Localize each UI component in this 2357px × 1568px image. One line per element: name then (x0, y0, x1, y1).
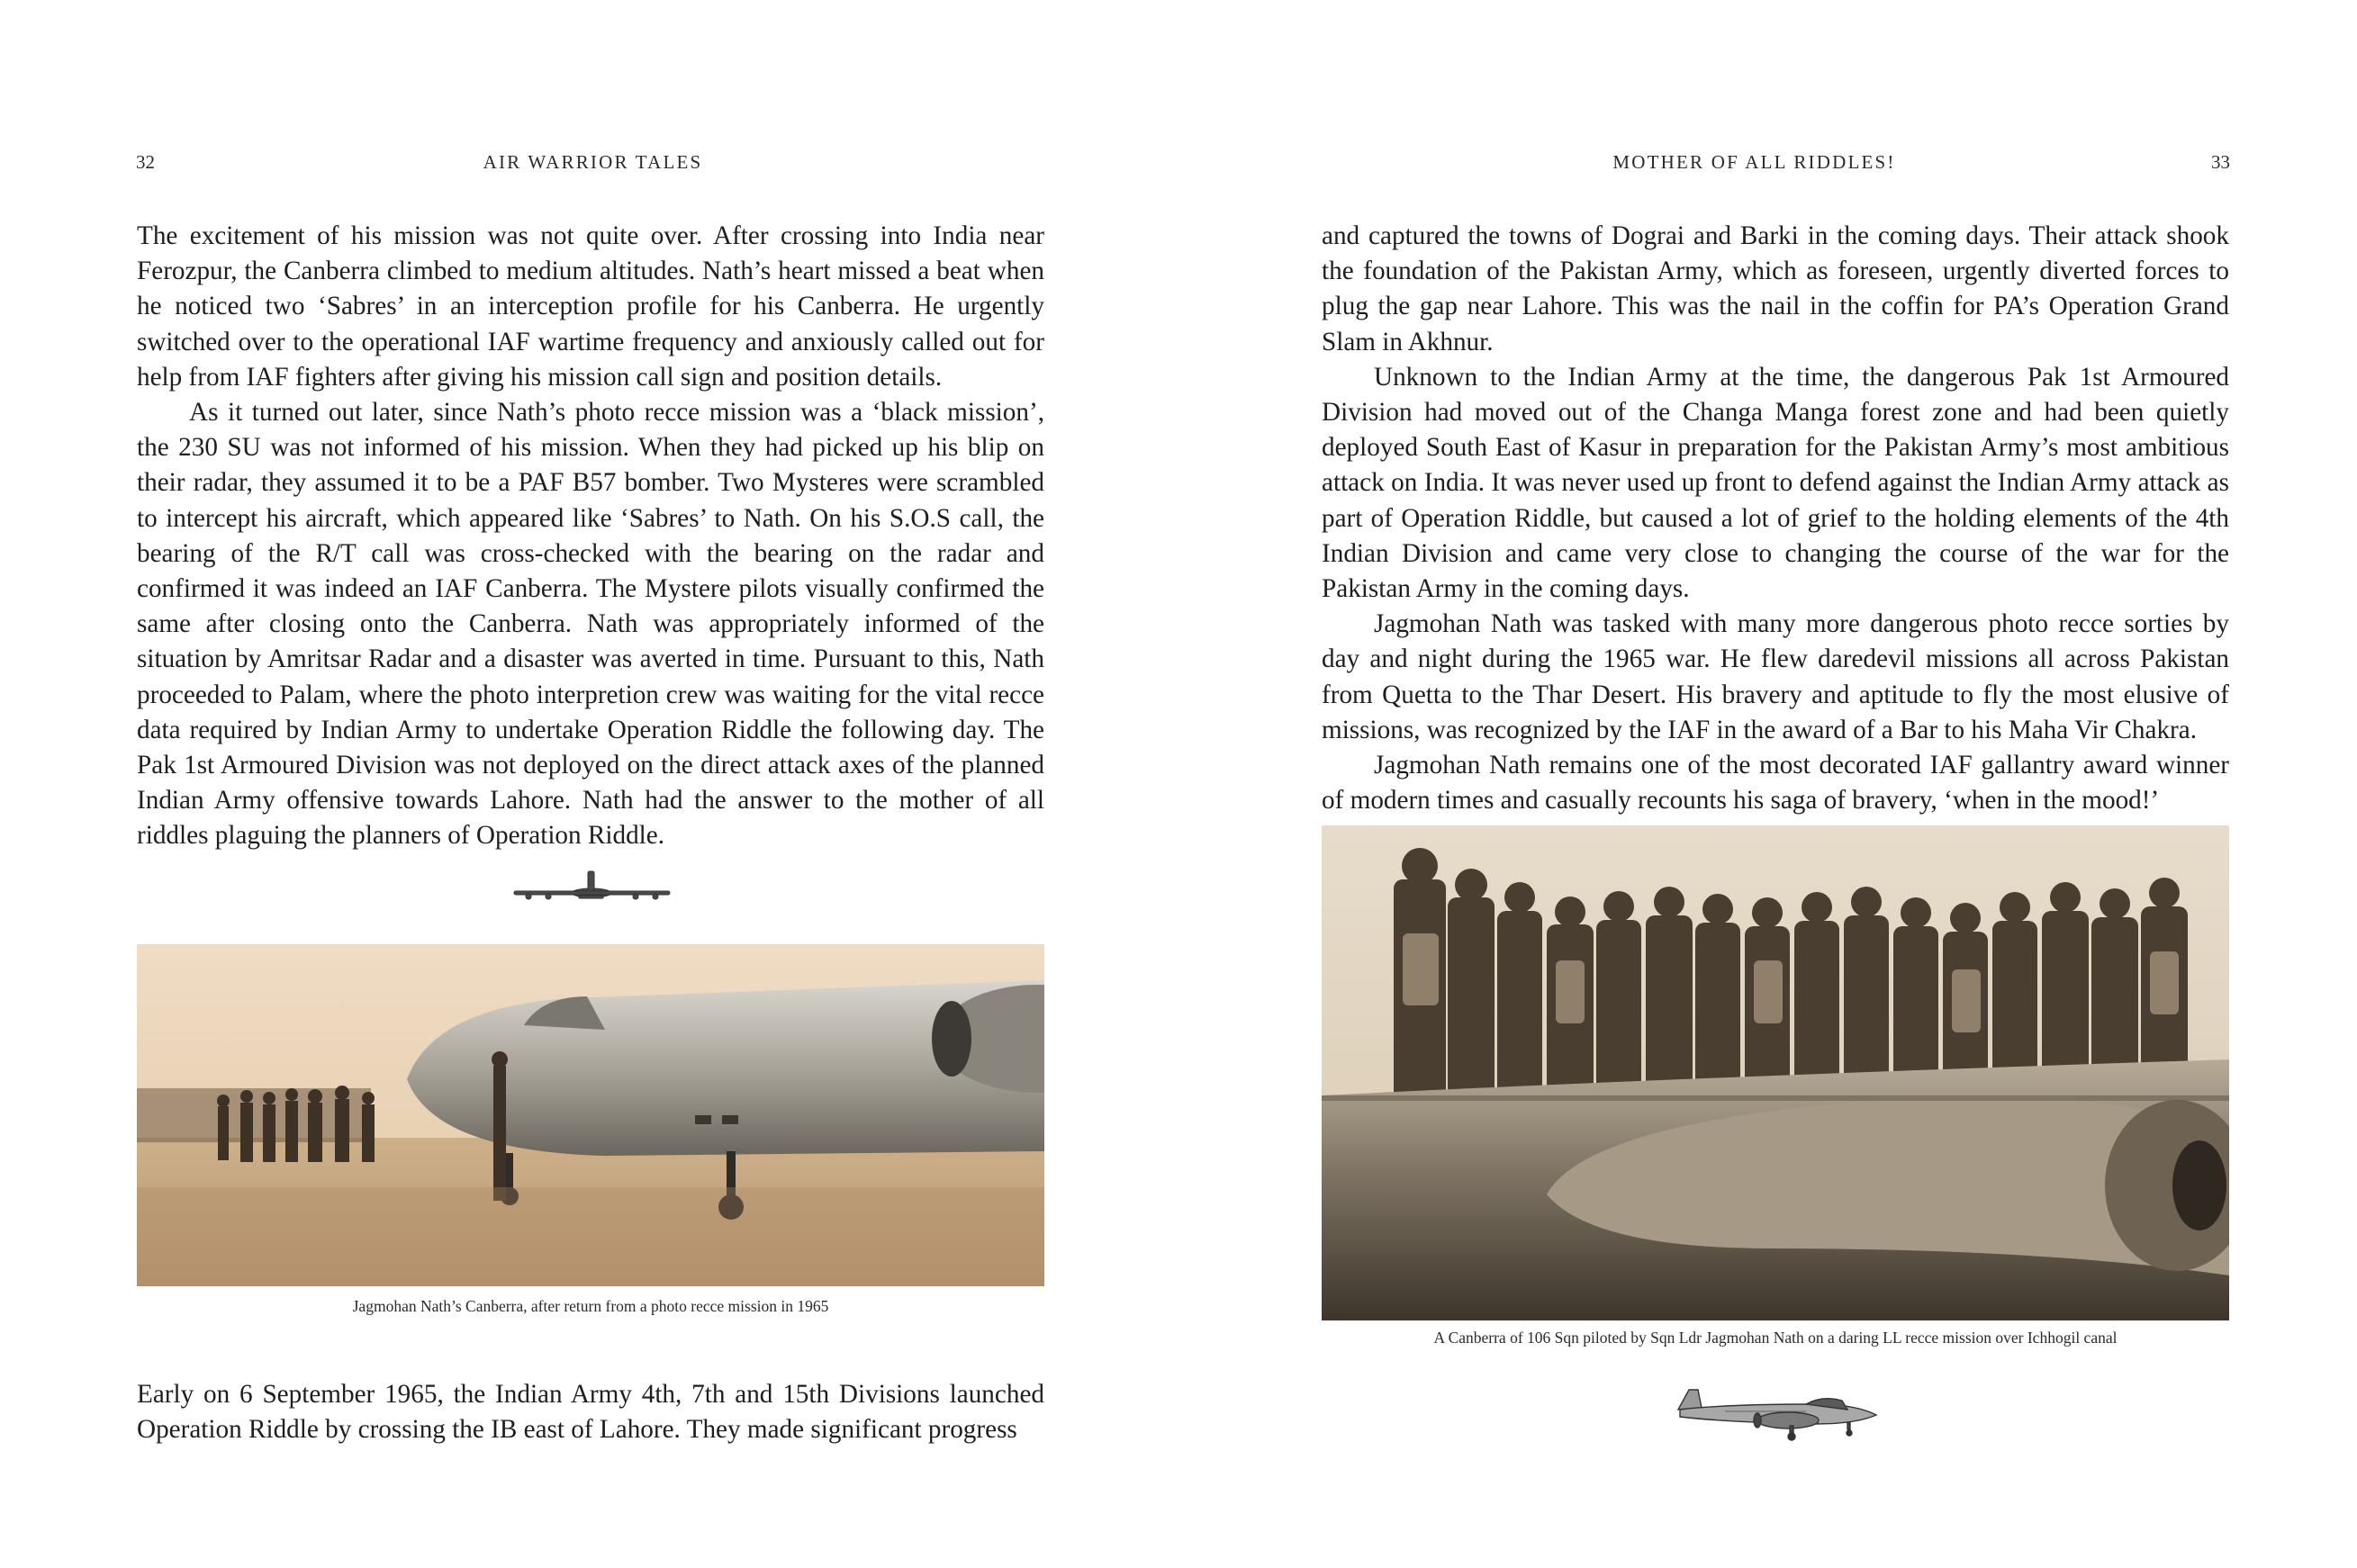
photo-caption-right: A Canberra of 106 Sqn piloted by Sqn Ldr Jagmohan Nath on a daring LL recce mission over Ichhogil canal (1433, 1329, 2118, 1347)
paragraph: Early on 6 September 1965, the Indian Army 4th, 7th and 15th Divisions launched Operation Riddle by crossing the IB east of Lahore. They made significant progress (137, 1380, 1044, 1445)
body-text-left-bottom (137, 1377, 1044, 1447)
paragraph: Jagmohan Nath remains one of the most decorated IAF gallantry award winner of modern times and casually recounts his saga of bravery, ‘when in the mood!’ (1322, 751, 2229, 816)
right-page (1178, 0, 2357, 1568)
body-text-right (1322, 219, 2229, 818)
body-text-left (137, 219, 1044, 854)
photo-caption-left: Jagmohan Nath’s Canberra, after return from a photo recce mission in 1965 (352, 1297, 829, 1315)
paragraph: The excitement of his mission was not quite over. After crossing into India near Ferozpur, the Canberra climbed to medium altitudes. Nath’s heart missed a beat when he noticed two ‘Sabres’ in an interception profile for his Canberra. He urgently switched over to the operational IAF wartime frequency and anxiously called out for help from IAF fighters after giving his mission call sign and position details. (137, 221, 1044, 392)
page-number-right: 33 (2211, 151, 2230, 173)
canberra-silhouette-ornament-icon (1671, 1383, 1883, 1442)
crew-on-canberra-photo (1322, 825, 2229, 1320)
paragraph: and captured the towns of Dograi and Barki in the coming days. Their attack shook the foundation of the Pakistan Army, which as foreseen, urgently diverted forces to plug the gap near Lahore. This was the nail in the coffin for PA’s Operation Grand Slam in Akhnur. (1322, 221, 2229, 356)
running-head-left: AIR WARRIOR TALES (483, 151, 703, 173)
left-page (0, 0, 1178, 1568)
jet-silhouette-ornament-icon (509, 869, 675, 908)
running-head-right: MOTHER OF ALL RIDDLES! (1612, 151, 1896, 173)
canberra-apron-photo (137, 944, 1044, 1286)
paragraph: Unknown to the Indian Army at the time, the dangerous Pak 1st Armoured Division had moved out of the Changa Manga forest zone and had been quietly deployed South East of Kasur in preparation for the Pakistan Army’s most ambitious attack on India. It was never used up front to defend against the Indian Army attack as part of Operation Riddle, but caused a lot of grief to the holding elements of the 4th Indian Division and came very close to changing the course of the war for the Pakistan Army in the coming days. (1322, 362, 2229, 604)
paragraph: Jagmohan Nath was tasked with many more dangerous photo recce sorties by day and night during the 1965 war. He flew daredevil missions all across Pakistan from Quetta to the Thar Desert. His bravery and aptitude to fly the most elusive of missions, was recognized by the IAF in the award of a Bar to his Maha Vir Chakra. (1322, 609, 2229, 744)
paragraph: As it turned out later, since Nath’s photo recce mission was a ‘black mission’, the 230 SU was not informed of his mission. When they had picked up his blip on their radar, they assumed it to be a PAF B57 bomber. Two Mysteres were scrambled to intercept his aircraft, which appeared like ‘Sabres’ to Nath. On his S.O.S call, the bearing of the R/T call was cross-checked with the bearing on the radar and confirmed it was indeed an IAF Canberra. The Mystere pilots visually confirmed the same after closing onto the Canberra. Nath was appropriately informed of the situation by Amritsar Radar and a disaster was averted in time. Pursuant to this, Nath proceeded to Palam, where the photo interpretion crew was waiting for the vital recce data required by Indian Army to undertake Operation Riddle the following day. The Pak 1st Armoured Division was not deployed on the direct attack axes of the planned Indian Army offensive towards Lahore. Nath had the answer to the mother of all riddles plaguing the planners of Operation Riddle. (137, 398, 1044, 851)
page-number-left: 32 (136, 151, 155, 173)
